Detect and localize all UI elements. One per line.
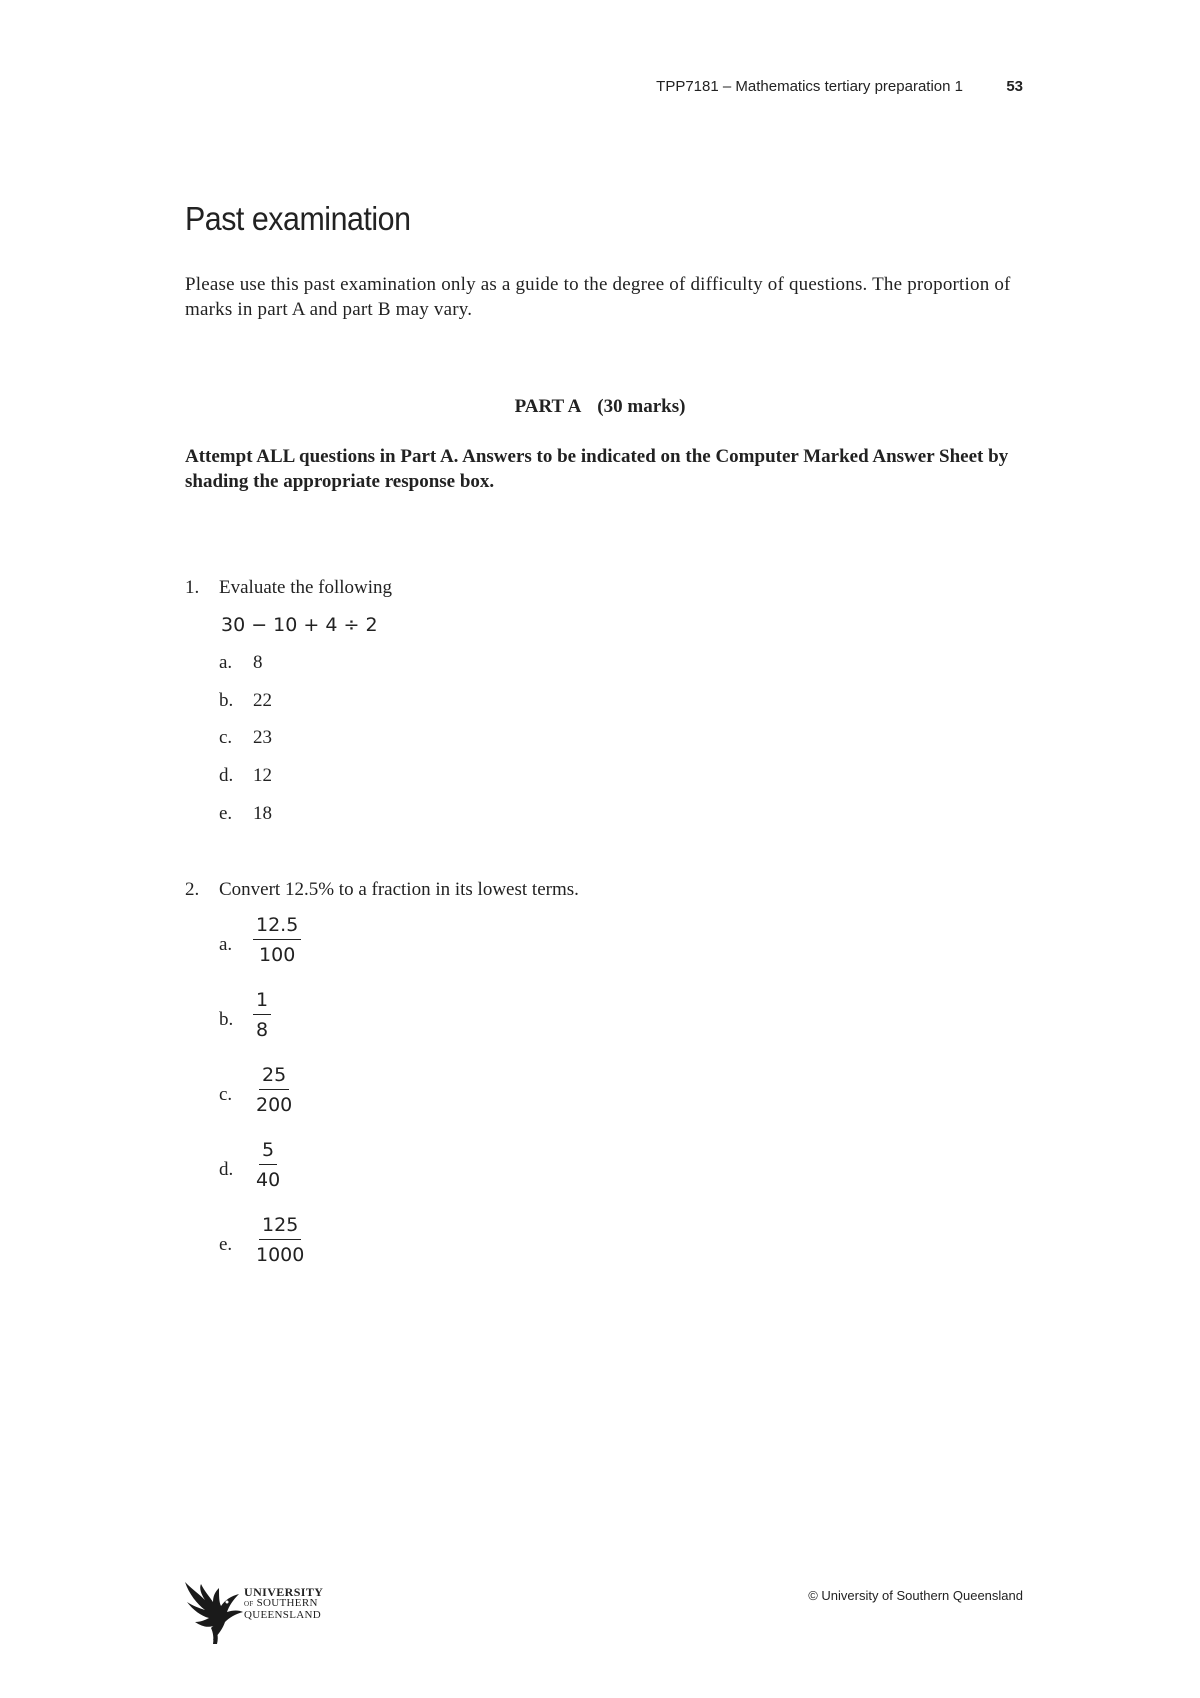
part-a-heading <box>0 396 1200 418</box>
option-fraction <box>253 914 301 966</box>
logo-wordmark <box>244 1587 323 1621</box>
option-b <box>219 690 272 712</box>
fraction-numerator: 12.5 <box>253 914 301 940</box>
fraction-denominator: 100 <box>259 944 296 966</box>
option-c <box>219 727 272 749</box>
option-letter: b. <box>219 1009 234 1030</box>
option-value: 12 <box>253 765 272 786</box>
option-letter: d. <box>219 1159 234 1180</box>
option-e <box>219 803 272 825</box>
option-letter: e. <box>219 803 233 824</box>
phoenix-icon <box>183 1580 245 1646</box>
fraction-numerator: 125 <box>259 1214 301 1240</box>
part-a-label: PART A <box>514 396 582 417</box>
option-value: 23 <box>253 727 272 748</box>
option-value: 18 <box>253 803 272 824</box>
option-letter: e. <box>219 1234 233 1255</box>
option-letter: c. <box>219 1084 233 1105</box>
option-fraction <box>253 1214 307 1266</box>
option-letter: d. <box>219 765 234 786</box>
logo-line-3: QUEENSLAND <box>244 1609 321 1621</box>
page-title: Past examination <box>185 200 411 237</box>
university-logo <box>183 1580 343 1650</box>
part-a-instructions: Attempt ALL questions in Part A. Answers to be indicated on the Computer Marked Answer Sheet by shading the appropriate response box. <box>185 446 1009 492</box>
option-letter: a. <box>219 934 233 955</box>
fraction-numerator: 25 <box>259 1064 289 1090</box>
intro-paragraph: Please use this past examination only as a guide to the degree of difficulty of questions. The proportion of marks in part A and part B may vary. <box>185 274 1011 320</box>
question-text: Convert 12.5% to a fraction in its lowest terms. <box>219 879 579 900</box>
copyright-notice: © University of Southern Queensland <box>808 1588 1023 1603</box>
option-value: 22 <box>253 690 272 711</box>
option-letter: b. <box>219 690 234 711</box>
question-expression: 30 − 10 + 4 ÷ 2 <box>221 614 378 636</box>
logo-line-2-prefix: OF <box>244 1600 254 1608</box>
option-a <box>219 652 263 674</box>
option-letter: a. <box>219 652 233 673</box>
option-d <box>219 765 272 787</box>
fraction-numerator: 5 <box>259 1139 277 1165</box>
option-fraction <box>253 1139 283 1191</box>
part-a-marks: (30 marks) <box>597 396 686 417</box>
option-fraction <box>253 1064 295 1116</box>
option-fraction <box>253 989 271 1041</box>
question-number: 1. <box>185 577 200 598</box>
option-value: 8 <box>253 652 263 673</box>
question-number: 2. <box>185 879 200 900</box>
page-number: 53 <box>1006 78 1023 95</box>
logo-line-2-text: SOUTHERN <box>256 1597 318 1609</box>
course-title: TPP7181 – Mathematics tertiary preparation 1 <box>656 78 963 95</box>
fraction-denominator: 40 <box>256 1169 281 1191</box>
option-letter: c. <box>219 727 233 748</box>
logo-line-1: UNIVERSITY <box>244 1585 324 1599</box>
fraction-denominator: 1000 <box>256 1244 305 1266</box>
question-text: Evaluate the following <box>219 577 393 598</box>
fraction-denominator: 8 <box>256 1019 269 1041</box>
fraction-numerator: 1 <box>253 989 271 1015</box>
fraction-denominator: 200 <box>256 1094 293 1116</box>
